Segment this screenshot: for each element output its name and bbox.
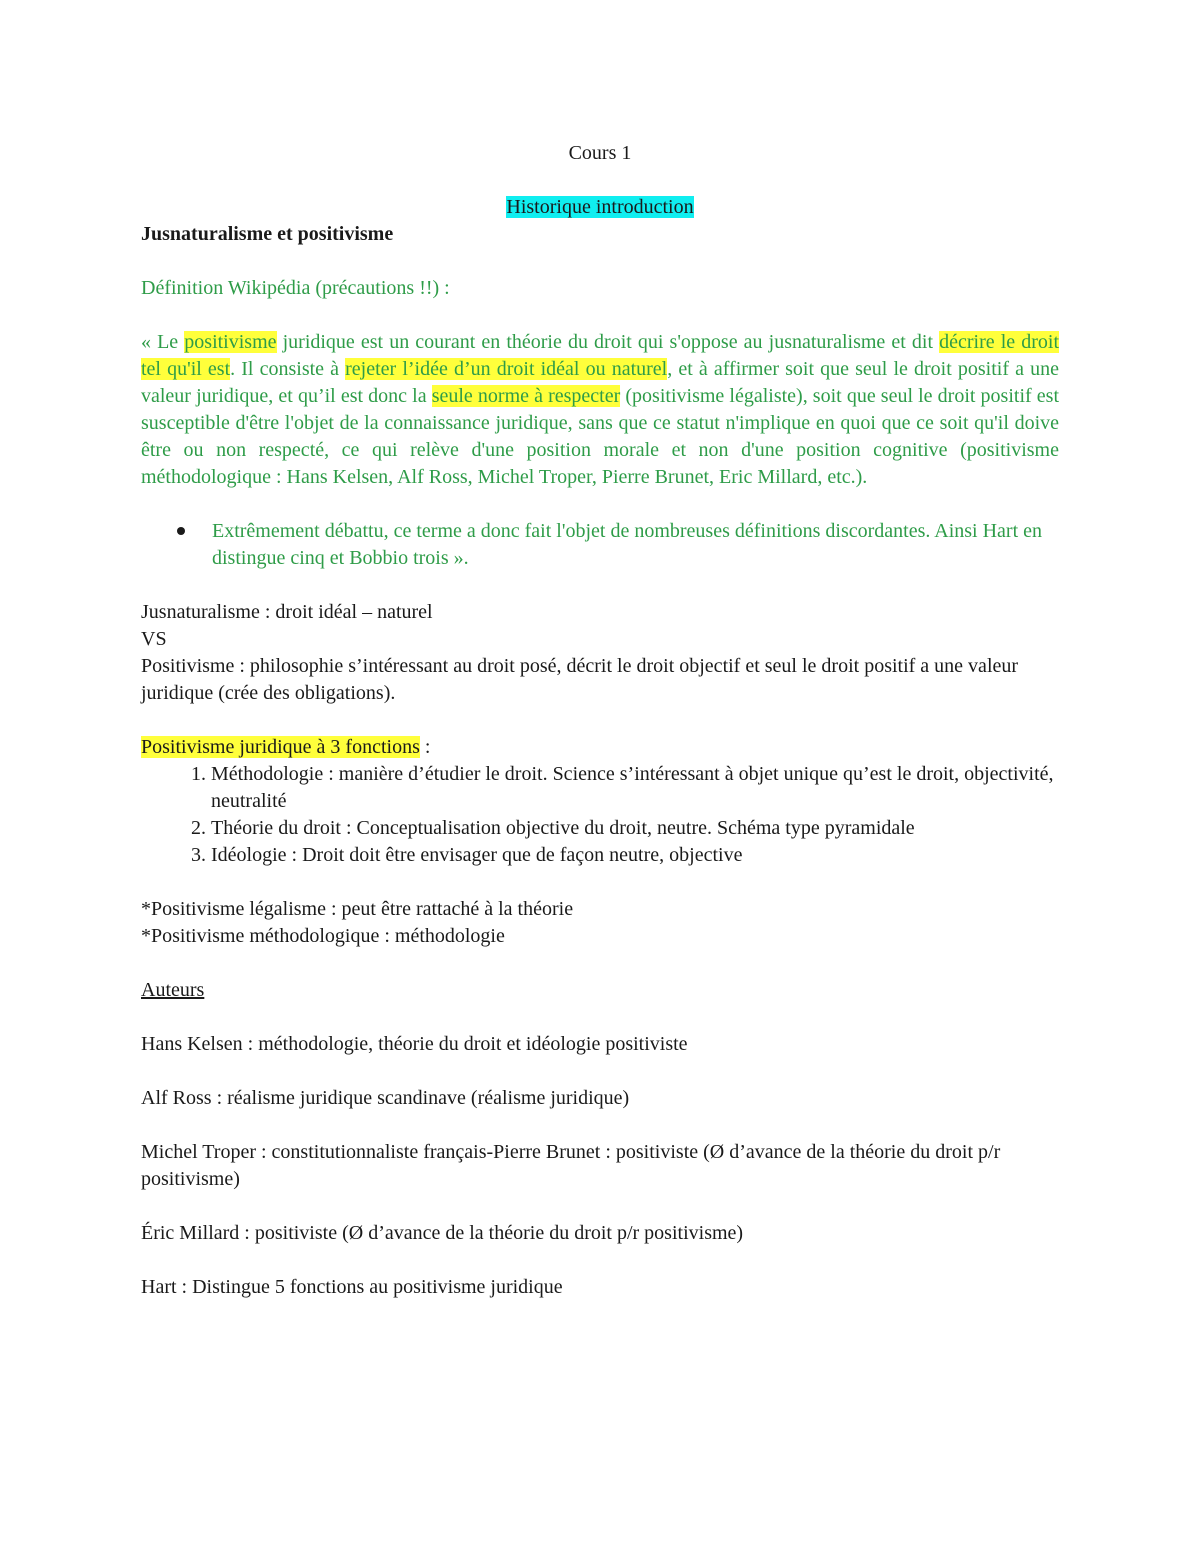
- spacer: [141, 1193, 1059, 1220]
- authors-heading: Auteurs: [141, 979, 205, 1001]
- spacer: [141, 1247, 1059, 1274]
- spacer: [141, 1058, 1059, 1085]
- function-item: 1. Méthodologie : manière d’étudier le droit. Science s’intéressant à objet unique qu’est le droit, objectivité, neutralité: [211, 761, 1059, 815]
- spacer: [141, 302, 1059, 329]
- quote-text: . Il consiste à: [230, 358, 346, 380]
- spacer: [141, 950, 1059, 977]
- author-entry: Éric Millard : positiviste (Ø d’avance de la théorie du droit p/r positivisme): [141, 1222, 744, 1244]
- section-heading: Jusnaturalisme et positivisme: [141, 223, 394, 245]
- function-item: 2. Théorie du droit : Conceptualisation objective du droit, neutre. Schéma type pyramidale: [211, 815, 1059, 842]
- quote-text: « Le: [141, 331, 185, 353]
- bullet-list: [141, 518, 1059, 572]
- quote-highlight: décrire le droit tel qu'il est: [141, 331, 1060, 380]
- subtitle-line: [141, 194, 1059, 221]
- quote-text: , et à affirmer soit que seul le droit positif a une valeur juridique, et qu’il est donc la: [141, 358, 1059, 407]
- authors-heading-line: [141, 977, 1059, 1004]
- comparison-line-jusnaturalisme: Jusnaturalisme : droit idéal – naturel: [141, 601, 433, 623]
- functions-label-line: [141, 734, 1059, 761]
- author-entry: Hart : Distingue 5 fonctions au positivisme juridique: [141, 1276, 563, 1298]
- comparison-line-vs: VS: [141, 628, 167, 650]
- note-line: *Positivisme méthodologique : méthodologie: [141, 925, 505, 947]
- spacer: [141, 491, 1059, 518]
- comparison-line-positivisme: Positivisme : philosophie s’intéressant au droit posé, décrit le droit objectif et seul le droit positif a une valeur juridique (crée des obligations).: [141, 655, 1019, 704]
- spacer: [141, 1112, 1059, 1139]
- author-entry: Alf Ross : réalisme juridique scandinave (réalisme juridique): [141, 1087, 630, 1109]
- function-item: 3. Idéologie : Droit doit être envisager que de façon neutre, objective: [211, 842, 1059, 869]
- author-entry: Hans Kelsen : méthodologie, théorie du droit et idéologie positiviste: [141, 1033, 688, 1055]
- spacer: [141, 1004, 1059, 1031]
- spacer: [141, 707, 1059, 734]
- spacer: [141, 167, 1059, 194]
- spacer: [141, 869, 1059, 896]
- quote-highlight: rejeter l’idée d’un droit idéal ou naturel: [345, 358, 668, 380]
- bullet-item: Extrêmement débattu, ce terme a donc fait l'objet de nombreuses définitions discordantes. Ainsi Hart en distingue cinq et Bobbio trois ».: [212, 518, 1059, 572]
- quote-text: juridique est un courant en théorie du droit qui s'oppose au jusnaturalisme et dit: [276, 331, 940, 353]
- functions-list: [141, 761, 1059, 869]
- quote-highlight: positivisme: [184, 331, 277, 353]
- quote-highlight: seule norme à respecter: [431, 385, 621, 407]
- author-entry: Michel Troper : constitutionnaliste français-Pierre Brunet : positiviste (Ø d’avance de la théorie du droit p/r positivisme): [141, 1141, 1001, 1190]
- subtitle-highlight: Historique introduction: [506, 196, 694, 218]
- definition-quote: [141, 329, 1059, 491]
- quote-text: (positivisme légaliste), soit que seul le droit positif est susceptible d'être l'objet de la connaissance juridique, sans que ce statut n'implique en quoi que ce soit qu'il doive être ou non respecté, ce qui relève d'une position morale et non d'une position cognitive (positivisme méthodologique : Hans Kelsen, Alf Ross, Michel Troper, Pierre Brunet, Eric Millard, etc.).: [141, 385, 1060, 488]
- definition-label: Définition Wikipédia (précautions !!) :: [141, 277, 450, 299]
- functions-label-suffix: :: [419, 736, 431, 758]
- spacer: [141, 572, 1059, 599]
- functions-label-highlight: Positivisme juridique à 3 fonctions: [141, 736, 420, 758]
- course-title: Cours 1: [568, 142, 632, 164]
- document-body: [141, 140, 1059, 1301]
- spacer: [141, 248, 1059, 275]
- note-line: *Positivisme légalisme : peut être rattaché à la théorie: [141, 898, 574, 920]
